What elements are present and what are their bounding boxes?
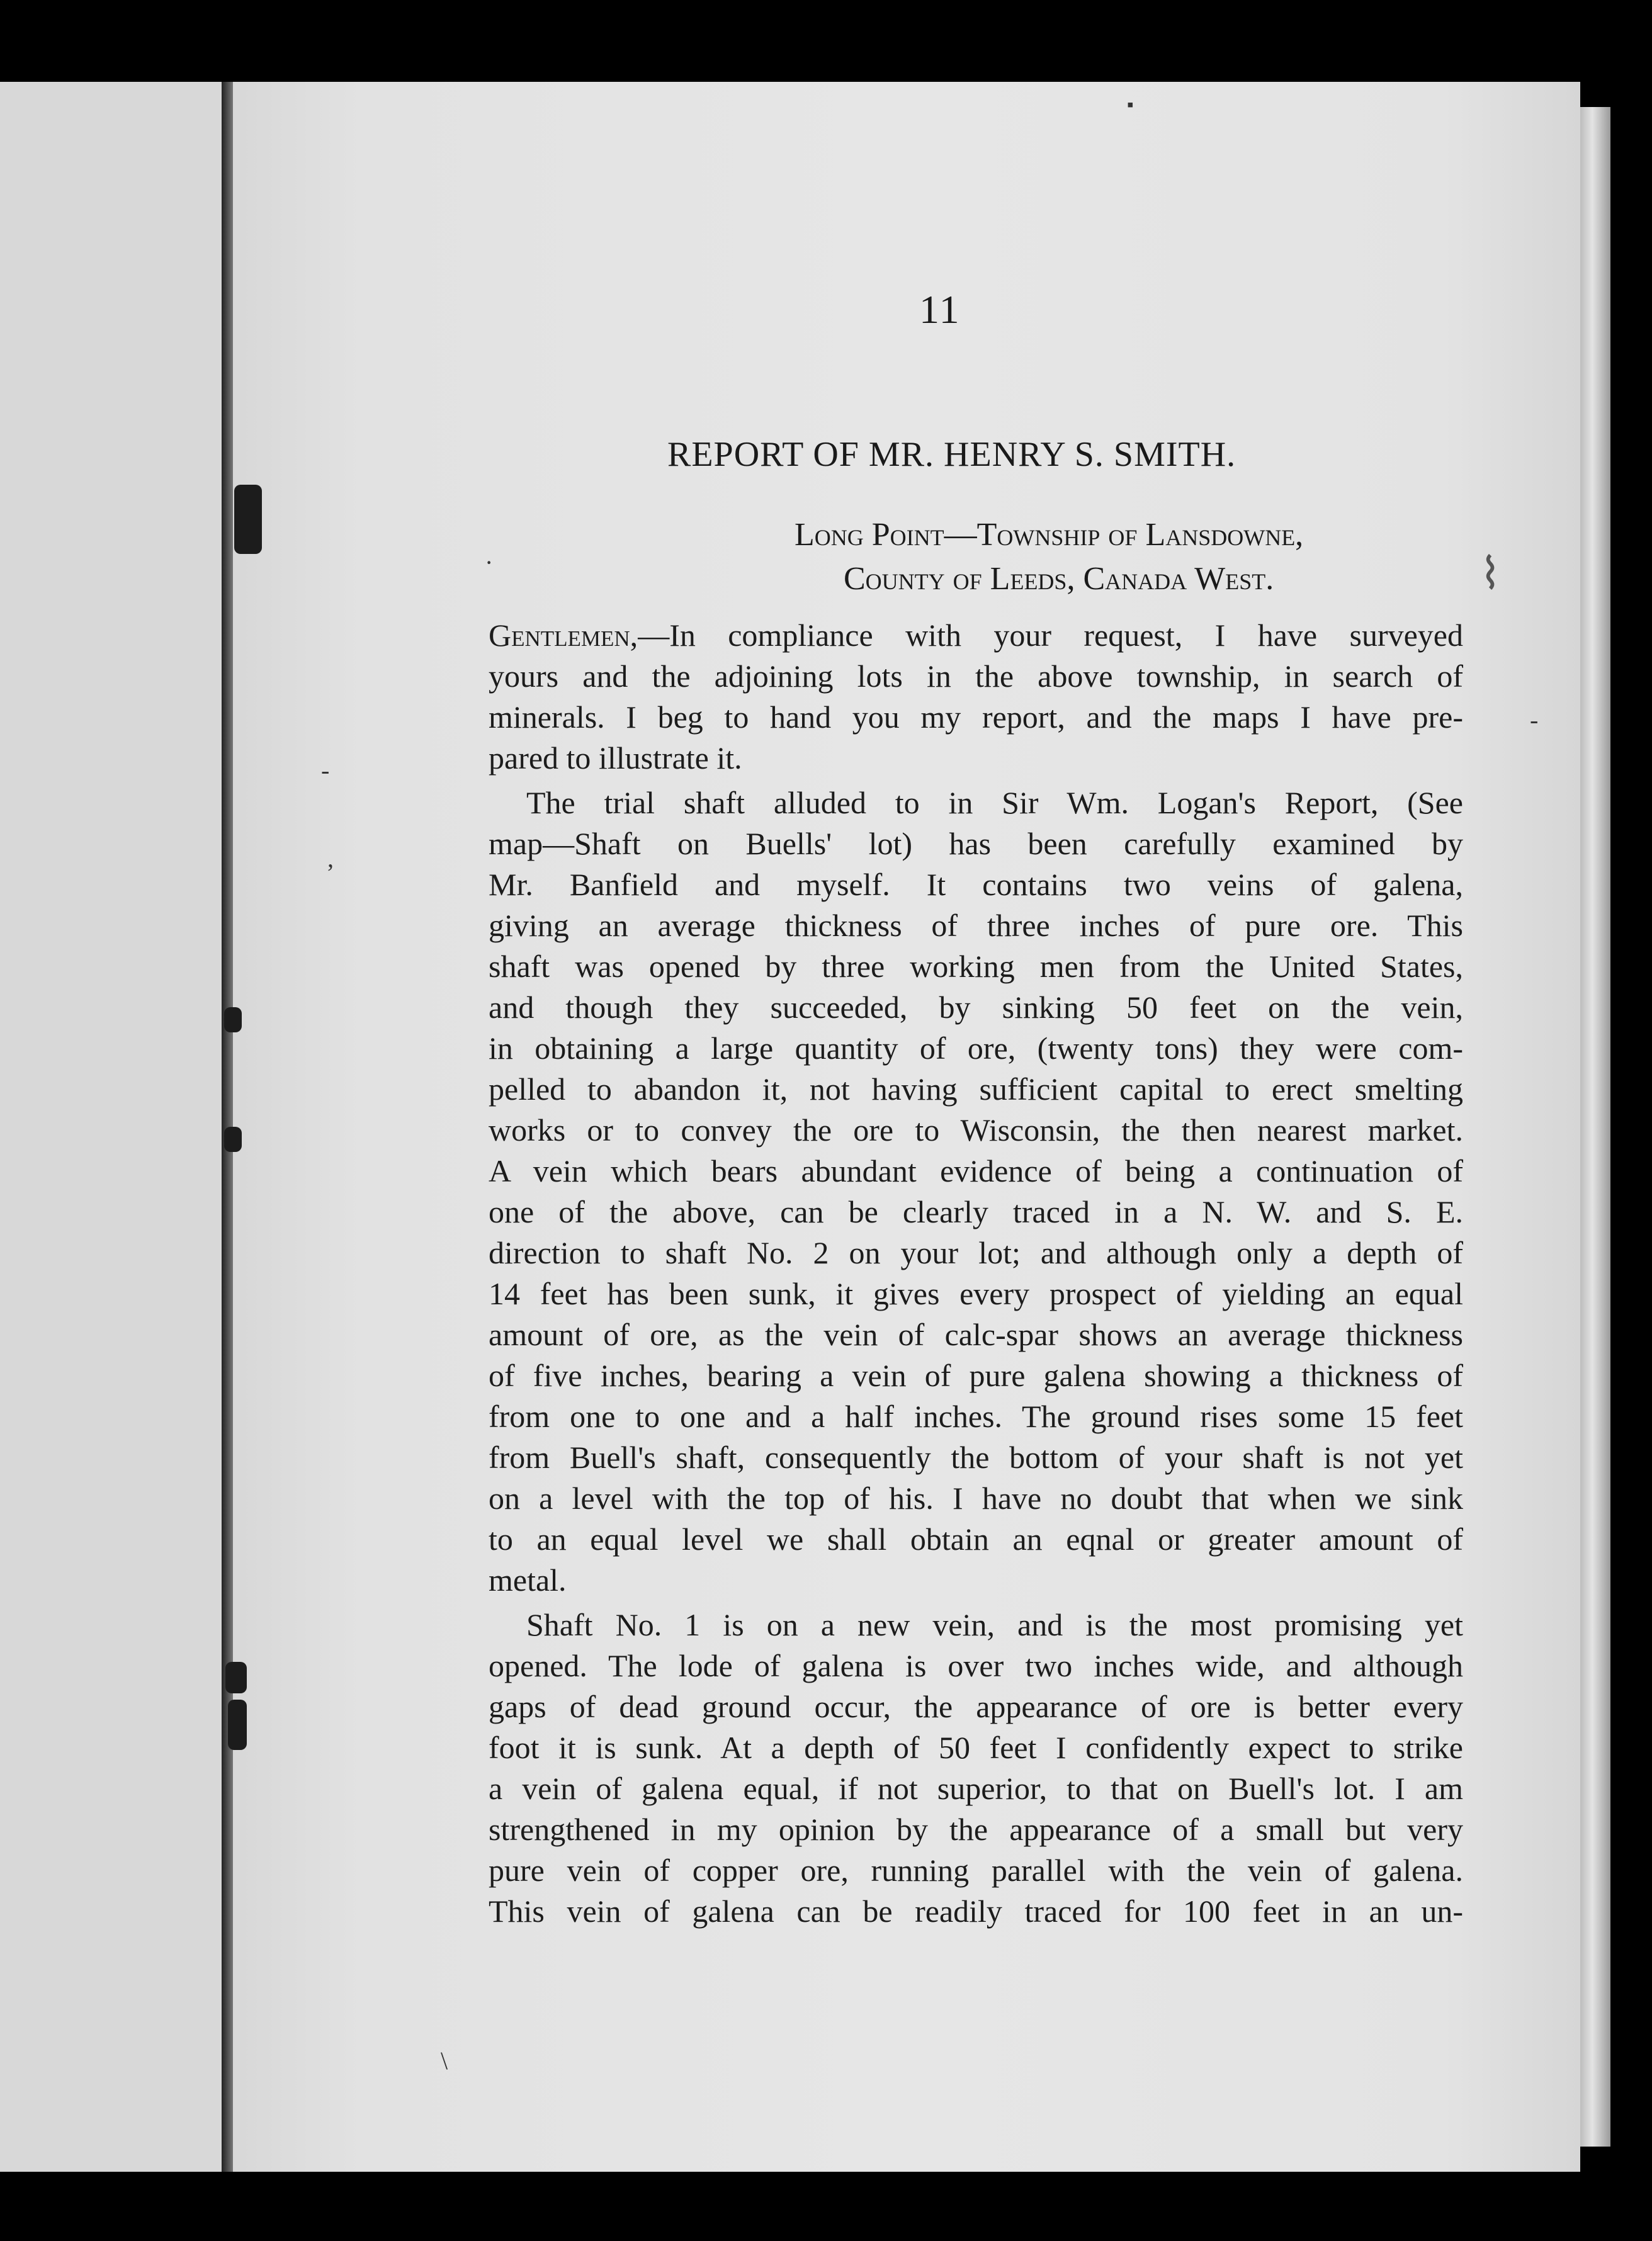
stray-mark: \ xyxy=(441,2046,448,2075)
page-number: 11 xyxy=(919,287,961,332)
stray-mark: ▪ xyxy=(1127,94,1134,115)
binding-stitch xyxy=(225,1662,247,1693)
text-line: A vein which bears abundant evidence of being a continuation of xyxy=(489,1153,1463,1188)
text-line: opened. The lode of galena is over two inches wide, and although xyxy=(489,1648,1463,1683)
text-line: metal. xyxy=(489,1562,567,1598)
text-line: map—Shaft on Buells' lot) has been carefully examined by xyxy=(489,826,1463,861)
text-line: to an equal level we shall obtain an eqnal or greater amount of xyxy=(489,1521,1463,1557)
text-line: Shaft No. 1 is on a new vein, and is the most promising yet xyxy=(526,1607,1463,1642)
text-line: 14 feet has been sunk, it gives every prospect of yielding an equal xyxy=(489,1276,1463,1311)
facing-page-edge xyxy=(0,82,227,2172)
text-line-1-body: —In compliance with your request, I have surveyed xyxy=(638,618,1463,653)
text-line: shaft was opened by three working men from the United States, xyxy=(489,949,1463,984)
text-line: gaps of dead ground occur, the appearance of ore is better every xyxy=(489,1689,1463,1724)
text-line: The trial shaft alluded to in Sir Wm. Logan's Report, (See xyxy=(526,785,1463,820)
text-line: from Buell's shaft, consequently the bottom of your shaft is not yet xyxy=(489,1440,1463,1475)
text-line-1 xyxy=(489,616,1463,655)
text-line: on a level with the top of his. I have no doubt that when we sink xyxy=(489,1481,1463,1516)
text-line: pelled to abandon it, not having sufficient capital to erect smelting xyxy=(489,1071,1463,1107)
text-line: pure vein of copper ore, running parallel with the vein of galena. xyxy=(489,1853,1463,1888)
text-line: strengthened in my opinion by the appearance of a small but very xyxy=(489,1812,1463,1847)
text-line: Mr. Banfield and myself. It contains two veins of galena, xyxy=(489,867,1463,902)
stray-mark: · xyxy=(485,548,494,577)
text-line: one of the above, can be clearly traced in a N. W. and S. E. xyxy=(489,1194,1463,1229)
salutation: Gentlemen, xyxy=(489,618,638,653)
stray-mark: , xyxy=(327,844,334,872)
binding-stain xyxy=(234,485,262,554)
binding-stain xyxy=(228,1700,247,1750)
location-line-2: County of Leeds, Canada West. xyxy=(844,561,1274,597)
text-line: foot it is sunk. At a depth of 50 feet I confidently expect to strike xyxy=(489,1730,1463,1765)
text-line: yours and the adjoining lots in the above township, in search of xyxy=(489,658,1463,694)
text-line: in obtaining a large quantity of ore, (twenty tons) they were com- xyxy=(489,1030,1463,1066)
text-line: works or to convey the ore to Wisconsin, the then nearest market. xyxy=(489,1112,1463,1148)
binding-stitch xyxy=(224,1007,242,1032)
text-line: pared to illustrate it. xyxy=(489,740,742,776)
text-line: and though they succeeded, by sinking 50 feet on the vein, xyxy=(489,990,1463,1025)
text-line: direction to shaft No. 2 on your lot; and although only a depth of xyxy=(489,1235,1463,1270)
text-line: giving an average thickness of three inches of pure ore. This xyxy=(489,908,1463,943)
location-line-1: Long Point—Township of Lansdowne, xyxy=(795,517,1304,553)
stray-mark: - xyxy=(321,756,330,784)
text-line: a vein of galena equal, if not superior, to that on Buell's lot. I am xyxy=(489,1771,1463,1806)
page-fore-edge xyxy=(1580,107,1610,2147)
text-line: from one to one and a half inches. The ground rises some 15 feet xyxy=(489,1399,1463,1434)
text-line: minerals. I beg to hand you my report, and the maps I have pre- xyxy=(489,699,1463,735)
text-line: amount of ore, as the vein of calc-spar shows an average thickness xyxy=(489,1317,1463,1352)
binding-stitch xyxy=(224,1127,242,1152)
report-title: REPORT OF MR. HENRY S. SMITH. xyxy=(667,435,1236,474)
stray-mark: ⌇ xyxy=(1479,550,1502,599)
text-line: of five inches, bearing a vein of pure galena showing a thickness of xyxy=(489,1358,1463,1393)
text-line: This vein of galena can be readily traced for 100 feet in an un- xyxy=(489,1894,1463,1929)
stray-mark: - xyxy=(1530,706,1539,734)
